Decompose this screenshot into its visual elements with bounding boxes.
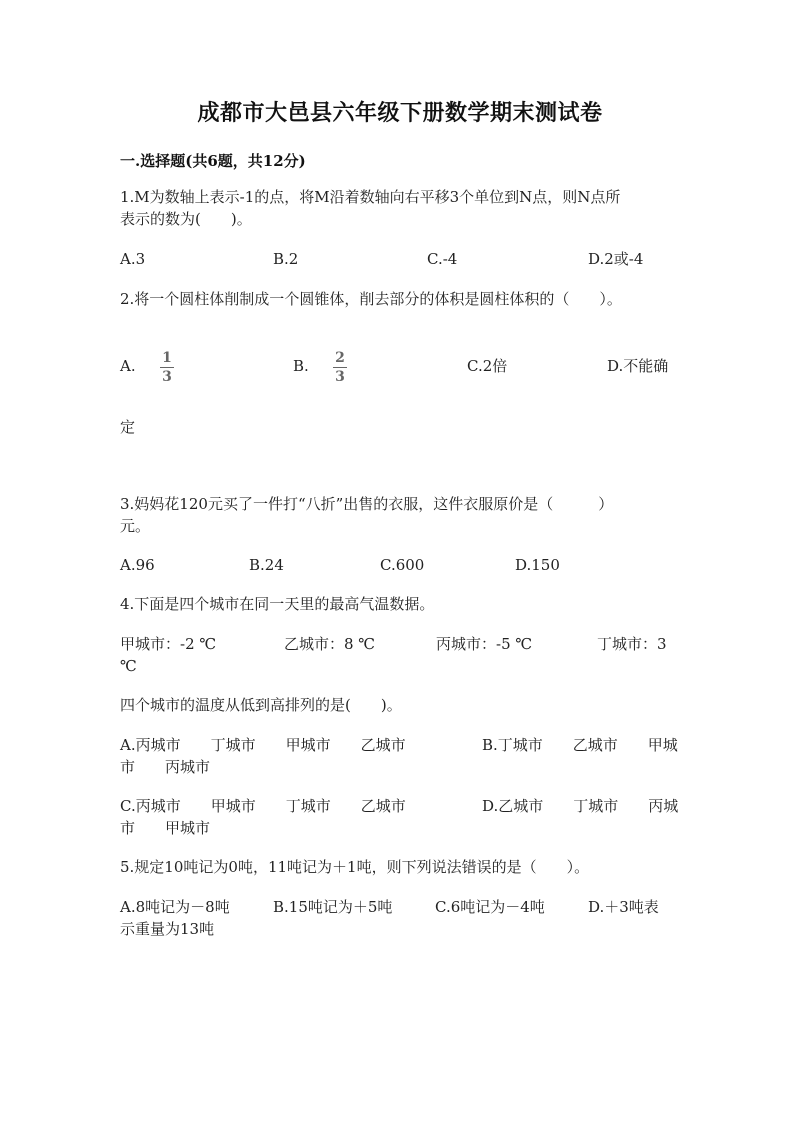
section-heading: 一.选择题(共6题，共12分) — [120, 152, 306, 170]
q4-question: 四个城市的温度从低到高排列的是( )。 — [120, 696, 402, 714]
q1-option-a: A.3 — [120, 250, 146, 268]
q1-option-d: D.2或-4 — [588, 250, 644, 268]
q2-stem: 2.将一个圆柱体削制成一个圆锥体，削去部分的体积是圆柱体积的（ ）。 — [120, 290, 622, 308]
q5-stem: 5.规定10吨记为0吨，11吨记为＋1吨，则下列说法错误的是（ ）。 — [120, 858, 590, 876]
q4-city-ding-continued: ℃ — [120, 657, 137, 675]
fraction-bar — [333, 367, 347, 368]
fraction-denominator: 3 — [162, 369, 172, 385]
q1-option-b: B.2 — [273, 250, 299, 268]
q4-city-bing: 丙城市：-5 ℃ — [436, 635, 533, 653]
q4-option-d: D.乙城市 丁城市 丙城 — [482, 797, 679, 815]
q2-option-c: C.2倍 — [467, 357, 508, 375]
q5-option-d-continued: 示重量为13吨 — [120, 920, 215, 938]
q4-option-d-continued: 市 甲城市 — [120, 819, 211, 837]
q2-option-a-fraction — [160, 350, 174, 385]
q4-city-jia: 甲城市：-2 ℃ — [120, 635, 217, 653]
q5-option-c: C.6吨记为－4吨 — [435, 898, 545, 916]
q4-option-b: B.丁城市 乙城市 甲城 — [482, 736, 678, 754]
q5-option-b: B.15吨记为＋5吨 — [273, 898, 393, 916]
page-title: 成都市大邑县六年级下册数学期末测试卷 — [197, 100, 603, 126]
q2-option-d: D.不能确 — [607, 357, 669, 375]
q2-option-a: A. — [120, 357, 136, 375]
fraction-numerator: 2 — [335, 350, 345, 366]
q1-stem-line1: 1.M为数轴上表示-1的点，将M沿着数轴向右平移3个单位到N点，则N点所 — [120, 188, 621, 206]
q3-option-c: C.600 — [380, 556, 425, 574]
fraction-numerator: 1 — [162, 350, 172, 366]
q2-option-b-fraction — [333, 350, 347, 385]
q4-stem: 4.下面是四个城市在同一天里的最高气温数据。 — [120, 595, 435, 613]
fraction-denominator: 3 — [335, 369, 345, 385]
q3-stem-line1: 3.妈妈花120元买了一件打“八折”出售的衣服，这件衣服原价是（ ） — [120, 495, 614, 513]
q3-option-d: D.150 — [515, 556, 560, 574]
q4-option-c: C.丙城市 甲城市 丁城市 乙城市 — [120, 797, 406, 815]
q2-option-d-continued: 定 — [120, 418, 136, 436]
q4-city-ding: 丁城市：3 — [597, 635, 667, 653]
q4-city-yi: 乙城市：8 ℃ — [284, 635, 376, 653]
q3-option-b: B.24 — [249, 556, 284, 574]
q4-option-b-continued: 市 丙城市 — [120, 758, 211, 776]
q3-stem-line2: 元。 — [120, 517, 151, 535]
q1-stem-line2: 表示的数为( )。 — [120, 210, 252, 228]
fraction-bar — [160, 367, 174, 368]
q5-option-a: A.8吨记为－8吨 — [120, 898, 230, 916]
q2-option-b: B. — [293, 357, 309, 375]
q3-option-a: A.96 — [120, 556, 155, 574]
q1-option-c: C.-4 — [427, 250, 458, 268]
q4-option-a: A.丙城市 丁城市 甲城市 乙城市 — [120, 736, 406, 754]
q5-option-d: D.＋3吨表 — [588, 898, 659, 916]
